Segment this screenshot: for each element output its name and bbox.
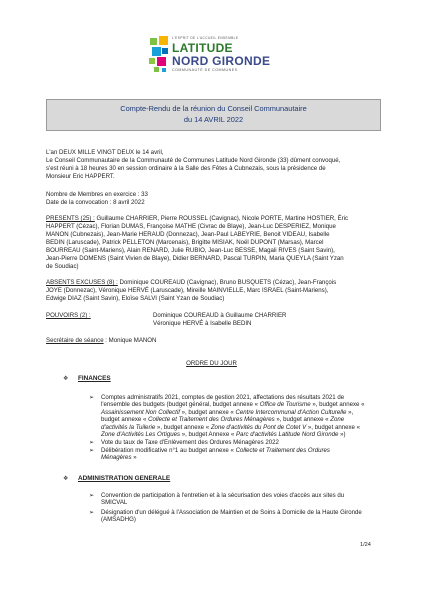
page-title: Compte-Rendu de la réunion du Conseil Communautaire [120,104,307,113]
admin-item-line [101,499,127,506]
arrow-bullet-icon: ➢ [89,493,95,499]
intro-line: Le Conseil Communautaire de la Communauté de Communes Latitude Nord Gironde (33) dûment convoqué, [46,157,341,164]
finances-item-line [101,394,344,401]
text-run: », budget Annexe « [180,431,236,438]
text-run: Comptes administratifs 2021, comptes de gestion 2021, affectations des résultats 2021 de [101,394,345,401]
text-run: Centre Intercommunal d'Action Culturelle [235,408,347,416]
presents-line: HAPPERT (Cézac), Florian DUMAS, Françoise MATHE (Civrac de Blaye), Jean-Luc DESPERIEZ, Monique [46,223,336,230]
absents-text: Dominique COUREAUD (Cavignac), Bruno BUSQUETS (Cézac), Jean-François [117,279,337,286]
absents-line: Edwige DIAZ (Saint Savin), Eloïse SALVI (Saint Yzan de Soudiac) [46,295,225,302]
text-run: Délibération modificative n°1 au budget annexe « [101,447,236,454]
secretaire-label: Secrétaire de séance [46,337,104,344]
intro-line: L'an DEUX MILLE VINGT DEUX le 14 avril, [46,149,164,156]
admin-item-line [101,492,344,499]
text-run: SMICVAL [101,499,128,507]
logo-square [150,38,157,45]
text-run: Collecte et Traitement des Ordures Ménagères [148,416,275,424]
text-run: l'ensemble des budgets (budget général, budget annexe « [101,401,260,409]
admin-item-line [101,516,136,523]
finances-item-line [101,401,365,408]
logo-squares-icon [148,36,170,76]
logo-square [162,68,166,72]
finances-item-line [101,439,279,446]
title-box [46,99,381,131]
text-run: », budget annexe « [155,423,211,431]
text-run: », budget annexe « [310,401,365,409]
admin-item-line [101,509,362,516]
finances-item-line [101,454,137,461]
text-run: Zone d'Activités Les Ortigues [101,431,181,438]
secretaire-line [46,337,156,346]
convocation-date: Date de la convocation : 8 avril 2022 [46,199,145,206]
finances-item-line [101,416,344,423]
finances-item-line [101,424,360,431]
finances-item-line [101,431,346,438]
presents-line: BOURREAU (Saint-Mariens), Alain RENARD, Julie RUBIO, Jean-Luc BESSE, Magali RIVES (Saint Savin), [46,247,335,254]
logo-line3: COMMUNAUTÉ DE COMMUNES [172,68,238,72]
secretaire-value: : Monique MANON [103,337,157,344]
logo-tagline: L'ESPRIT DE L'ACCUEIL ENSEMBLE [172,36,239,40]
absents-label: ABSENTS EXCUSES (8) : [46,279,118,286]
arrow-bullet-icon: ➢ [89,440,95,446]
text-run: Assainissement Non Collectif [101,408,180,416]
logo-square [149,58,155,64]
text-run: Convention de participation à l'entretien et à la sécurisation des voies d'accès aux sites du [101,492,345,499]
text-run: Parc d'activités Latitude Nord Gironde [235,431,339,438]
logo-square [157,57,166,66]
page-subtitle: du 14 AVRIL 2022 [183,115,244,124]
presents-line: MANON (Cubnezais), Jean-Marie HERAUD (Donnezac), Jean-Paul LABEYRIE, Benoit VIDEAU, Isabelle [46,231,330,238]
presents-label: PRESENTS (25) : [46,215,95,222]
section-title-admin: ADMINISTRATION GENERALE [78,475,171,482]
arrow-bullet-icon: ➢ [89,448,95,454]
logo-square [154,67,159,72]
text-run: Office de Tourisme [259,401,311,409]
logo [148,36,280,76]
diamond-bullet-icon: ❖ [63,476,69,482]
finances-item-line [101,447,330,454]
logo-line1: LATITUDE [172,41,233,55]
text-run: d'activités la Tuilerie [101,423,156,431]
finances-item-line [101,409,353,416]
logo-square [162,48,168,54]
text-run: » [131,454,137,462]
logo-square [152,47,161,56]
section-title-finances: FINANCES [78,375,111,382]
presents-line: BEDIN (Laruscade), Patrick PELLETON (Marcenais), Brigitte MISIAK, Noël DUPONT (Marsas), Marcel [46,239,324,246]
text-run: budget annexe « [101,416,149,424]
ordre-du-jour-heading: ORDRE DU JOUR [186,360,237,367]
text-run: », budget annexe « [179,408,236,416]
presents-text: Guillaume CHARRIER, Pierre ROUSSEL (Cavignac), Nicole PORTE, Martine HOSTIER, Éric [94,215,349,222]
pouvoir-line: Dominique COUREAUD à Guillaume CHARRIER [153,312,287,319]
pouvoirs-label: POUVOIRS (2) : [46,312,91,319]
page-number: 1/24 [360,542,371,548]
text-run: », budget annexe « [306,423,361,431]
absents-line: JOYE (Donnezac), Véronique HERVÉ (Laruscade), Mireille MAINVIELLE, Marc ISRAEL (Saint-Mariens), [46,287,329,294]
text-run: Collecte et Traitement des Ordures [235,447,330,454]
text-run: », [346,408,354,416]
members-count: Nombre de Membres en exercice : 33 [46,191,148,198]
arrow-bullet-icon: ➢ [89,395,95,401]
logo-square [159,36,168,45]
text-run: ») [338,431,346,438]
text-run: Ménagères [101,454,132,462]
text-run: Zone d'activités du Pont de Cotet V [210,423,307,431]
logo-line2: NORD GIRONDE [172,54,271,68]
pouvoir-line: Véronique HERVÉ à Isabelle BEDIN [153,320,252,327]
diamond-bullet-icon: ❖ [63,376,69,382]
presents-line: de Soudiac) [46,263,79,270]
text-run: Désignation d'un délégué à l'Association de Maintien et de Soins à Domicile de la Haute Gironde [101,508,362,516]
presents-line: Jean-Pierre DOMENS (Saint Vivien de Blaye), Didier BERNARD, Pascal TURPIN, Maria QUEYLA (Saint Yzan [46,255,344,262]
text-run: (AMSADHG) [101,516,136,524]
intro-line: Monsieur Eric HAPPERT. [46,173,115,180]
text-run: Zone [330,416,345,424]
text-run: Vote du taux de Taxe d'Enlèvement des Ordures Ménagères 2022 [101,439,279,446]
intro-line: s'est réuni à 18 heures 30 en session ordinaire à la Salle des Fêtes à Cubnezais, sous la présidence de [46,165,326,172]
arrow-bullet-icon: ➢ [89,509,95,516]
text-run: », budget annexe « [274,416,331,424]
